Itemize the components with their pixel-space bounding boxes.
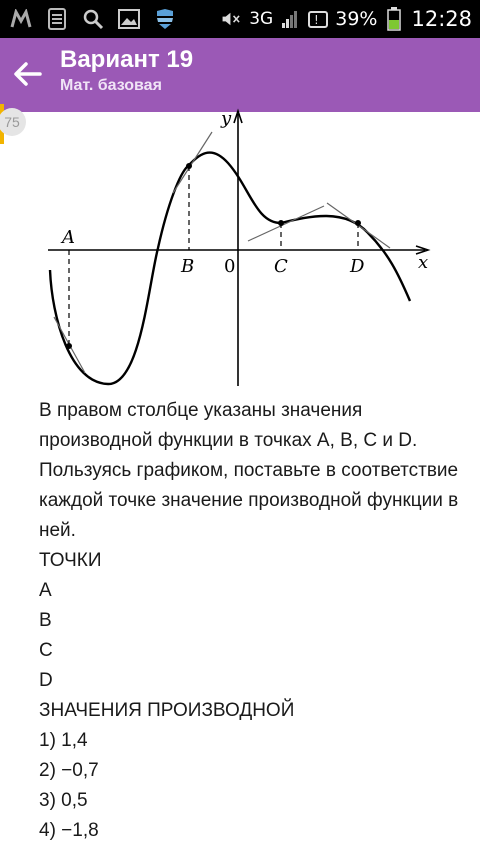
volume-mute-icon (221, 8, 243, 30)
page-subtitle: Мат. базовая (60, 77, 162, 94)
value-item: 4) −1,8 (39, 820, 99, 841)
search-icon (82, 8, 104, 30)
svg-text:!: ! (314, 13, 320, 27)
shield-icon (154, 8, 176, 30)
point-item: D (39, 670, 53, 691)
signal-icon (279, 8, 301, 30)
app-bar (0, 38, 480, 112)
point-item: A (39, 580, 52, 601)
label-d: D (350, 256, 365, 277)
arrow-left-icon (10, 56, 46, 92)
points-heading: ТОЧКИ (39, 550, 102, 571)
label-zero: 0 (224, 256, 236, 277)
values-heading: ЗНАЧЕНИЯ ПРОИЗВОДНОЙ (39, 700, 295, 721)
function-graph (40, 108, 440, 388)
network-type: 3G (249, 9, 274, 29)
tangent-b (173, 132, 212, 193)
value-item: 1) 1,4 (39, 730, 88, 751)
image-icon (118, 8, 140, 30)
sim-icon (307, 8, 329, 30)
battery-percent: 39% (335, 8, 378, 30)
point-a (66, 343, 72, 349)
point-item: B (39, 610, 52, 631)
point-b (186, 163, 192, 169)
question-paragraph: В правом столбце указаны значения производной функции в точках A, B, C и D. Пользуясь графиком, поставьте в соответствие каждой точке значение производной функции в ней. (39, 400, 459, 541)
question-text (39, 396, 469, 846)
badge-number: 75 (0, 108, 26, 136)
page-title: Вариант 19 (60, 46, 194, 73)
back-button[interactable] (10, 56, 46, 92)
question-number-badge[interactable] (0, 104, 30, 144)
label-x: x (418, 252, 429, 273)
value-item: 2) −0,7 (39, 760, 99, 781)
label-b: B (181, 256, 195, 277)
app-m-icon (10, 8, 32, 30)
battery-icon (383, 8, 405, 30)
point-item: C (39, 640, 53, 661)
clock: 12:28 (411, 7, 472, 31)
point-d (355, 220, 361, 226)
notes-icon (46, 8, 68, 30)
label-a: A (62, 227, 75, 248)
status-bar (0, 0, 480, 38)
point-c (278, 220, 284, 226)
label-c: C (274, 256, 288, 277)
value-item: 3) 0,5 (39, 790, 88, 811)
label-y: y (221, 108, 232, 129)
